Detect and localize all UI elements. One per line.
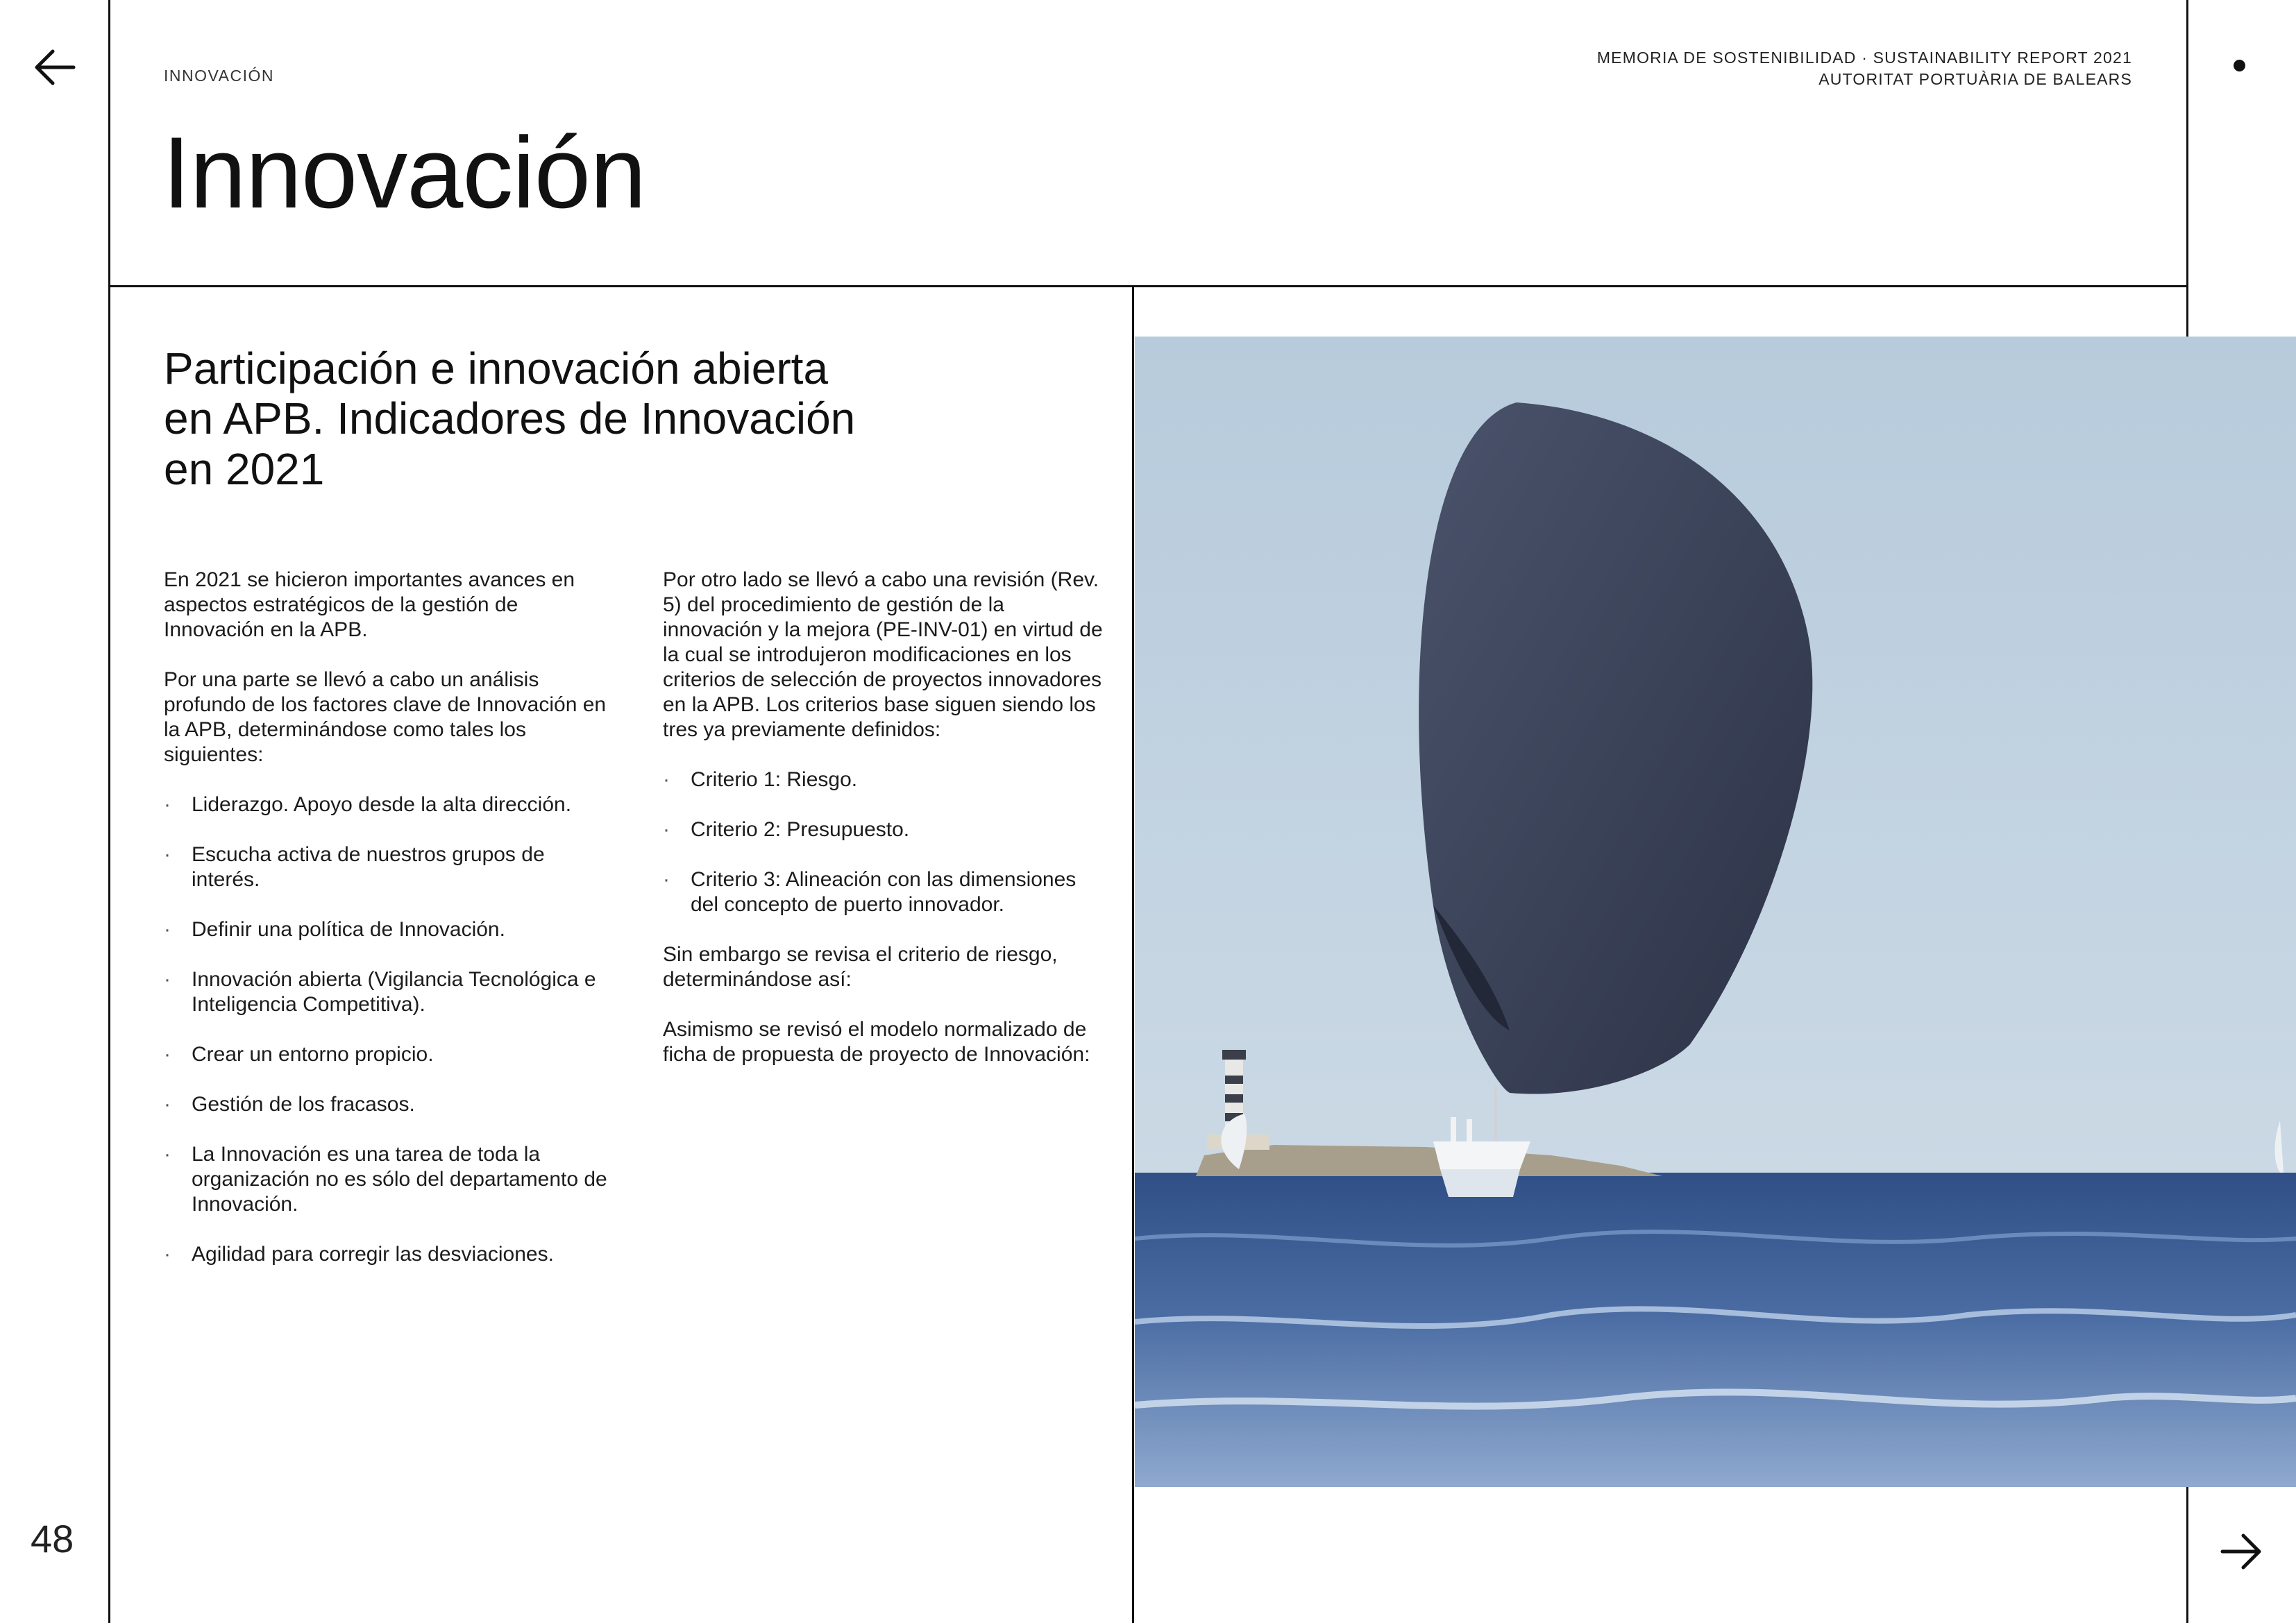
list-item: · Criterio 1: Riesgo. bbox=[663, 768, 858, 791]
list-item: · Criterio 2: Presupuesto. bbox=[663, 818, 910, 841]
list-item: · Liderazgo. Apoyo desde la alta dirección. bbox=[164, 793, 572, 816]
page-number: 48 bbox=[31, 1517, 74, 1561]
revision-paragraph: Por otro lado se llevó a cabo una revisión (Rev. 5) del procedimiento de gestión de la innovación y la mejora (PE-INV-01) en virtud de la cual se introdujeron modificaciones en los criterios de selección de proyectos innovadores en la APB. Los criterios base siguen siendo los tres ya previamente definidos: bbox=[663, 568, 1103, 741]
list-item: · Crear un entorno propicio. bbox=[164, 1043, 434, 1066]
dot-icon bbox=[2234, 60, 2245, 71]
next-arrow-icon[interactable] bbox=[2218, 1529, 2264, 1574]
report-organization: AUTORITAT PORTUÀRIA DE BALEARS bbox=[1818, 70, 2132, 89]
key-factors-list bbox=[164, 792, 608, 1267]
list-item: · Definir una política de Innovación. bbox=[164, 918, 505, 941]
list-item: · Gestión de los fracasos. bbox=[164, 1093, 415, 1116]
text-column-right bbox=[663, 568, 1107, 1092]
list-item: · Agilidad para corregir las desviaciones. bbox=[164, 1243, 554, 1266]
list-item: · Innovación abierta (Vigilancia Tecnológica e Inteligencia Competitiva). bbox=[164, 968, 596, 1016]
back-arrow-icon[interactable] bbox=[32, 44, 78, 90]
page-title: Innovación bbox=[162, 116, 646, 229]
column-divider-line bbox=[1132, 287, 1134, 1623]
header-divider-line bbox=[108, 285, 2188, 287]
sailboat-photo bbox=[1135, 337, 2296, 1487]
criteria-list bbox=[663, 767, 1107, 917]
report-title: MEMORIA DE SOSTENIBILIDAD · SUSTAINABILITY REPORT 2021 bbox=[1596, 49, 2132, 67]
report-header bbox=[1597, 47, 2132, 90]
intro-paragraph: En 2021 se hicieron importantes avances en aspectos estratégicos de la gestión de Innovación en la APB. bbox=[164, 568, 575, 641]
list-item: · Escucha activa de nuestros grupos de interés. bbox=[164, 843, 545, 891]
text-column-left bbox=[164, 568, 608, 1292]
list-item: · Criterio 3: Alineación con las dimensiones del concepto de puerto innovador. bbox=[663, 868, 1077, 916]
section-label: INNOVACIÓN bbox=[164, 67, 274, 85]
form-paragraph: Asimismo se revisó el modelo normalizado de ficha de propuesta de proyecto de Innovación: bbox=[663, 1018, 1090, 1066]
right-frame-line-lower bbox=[2186, 1487, 2188, 1623]
risk-paragraph: Sin embargo se revisa el criterio de riesgo, determinándose así: bbox=[663, 943, 1058, 991]
list-item: · La Innovación es una tarea de toda la organización no es sólo del departamento de Innovación. bbox=[164, 1143, 607, 1216]
key-factors-paragraph: Por una parte se llevó a cabo un análisis profundo de los factores clave de Innovación en la APB, determinándose como tales los siguientes: bbox=[164, 668, 607, 766]
section-subtitle: Participación e innovación abierta en APB. Indicadores de Innovación en 2021 bbox=[164, 343, 856, 494]
left-frame-line bbox=[108, 0, 110, 1623]
